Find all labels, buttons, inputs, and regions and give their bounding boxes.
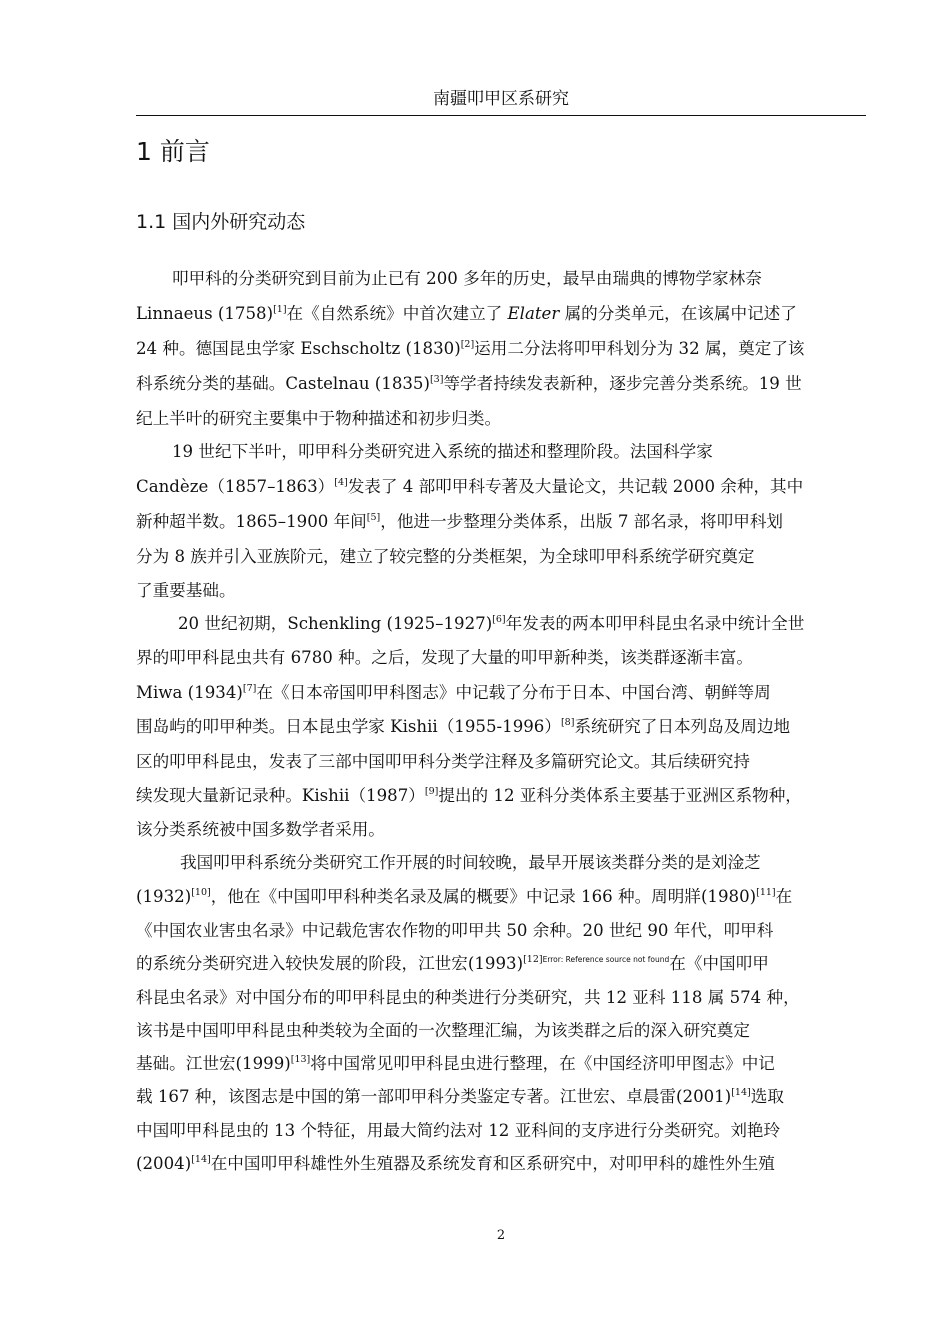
text-run: 提出的 12 亚科分类体系主要基于亚洲区系物种， [438, 786, 802, 805]
text-run: 系统研究了日本列岛及周边地 [574, 717, 791, 736]
citation-ref: [7] [242, 683, 257, 694]
text-run: 属的分类单元，在该属中记述了 [564, 304, 797, 323]
paragraph-2-line-2 [136, 473, 803, 501]
paragraph-1-line-1 [172, 265, 762, 293]
text-run: 我国叩甲科系统分类研究工作开展的时间较晚，最早开展该类群分类的是刘淦芝 [180, 853, 761, 872]
paragraph-3-line-1 [178, 610, 804, 638]
paragraph-3-line-3 [136, 679, 771, 707]
paragraph-4-line-4 [136, 950, 769, 978]
text-run: 在 [775, 887, 793, 906]
text-run: 发表了 4 部叩甲科专著及大量论文，共记载 2000 余种，其中 [347, 477, 804, 496]
paragraph-3-line-4 [136, 713, 790, 741]
citation-ref: [8] [560, 717, 575, 728]
text-run: (2004) [136, 1154, 192, 1173]
text-run: 围岛屿的叩甲种类。日本昆虫学家 Kishii（1955-1996） [136, 717, 561, 736]
paragraph-3-line-7 [136, 816, 385, 844]
paragraph-4-line-3 [136, 917, 773, 945]
citation-ref: [14] [731, 1087, 751, 1098]
citation-ref: [5] [366, 512, 381, 523]
citation-ref: [6] [492, 614, 506, 625]
text-run: 叩甲科的分类研究到目前为止已有 200 多年的历史，最早由瑞典的博物学家林奈 [172, 269, 762, 288]
text-run: 将中国常见叩甲科昆虫进行整理，在《中国经济叩甲图志》中记 [310, 1054, 775, 1073]
citation-ref: [3] [429, 374, 444, 385]
text-run: 该分类系统被中国多数学者采用。 [136, 820, 385, 839]
text-run: 在《自然系统》中首次建立了 [286, 304, 503, 323]
text-run: 在《中国叩甲 [669, 954, 769, 973]
text-run: 在中国叩甲科雄性外生殖器及系统发育和区系研究中，对叩甲科的雄性外生殖 [210, 1154, 775, 1173]
text-run: 选取 [750, 1087, 784, 1106]
paragraph-4-line-5 [136, 984, 800, 1012]
text-run: 续发现大量新记录种。Kishii（1987） [136, 786, 425, 805]
citation-ref: [1] [273, 304, 287, 315]
text-run: 该书是中国叩甲科昆虫种类较为全面的一次整理汇编，为该类群之后的深入研究奠定 [136, 1021, 750, 1040]
citation-ref: [10] [191, 887, 211, 898]
text-run: 新种超半数。1865–1900 年间 [136, 512, 367, 531]
paragraph-2-line-5 [136, 577, 236, 605]
text-run: 科系统分类的基础。Castelnau (1835) [136, 374, 430, 393]
text-run: 年发表的两本叩甲科昆虫名录中统计全世 [505, 614, 805, 633]
text-run: (1932) [136, 887, 192, 906]
citation-ref: [11] [756, 887, 776, 898]
citation-number: [12] [523, 954, 543, 965]
paragraph-1-line-5 [136, 405, 501, 433]
paragraph-4-line-9 [136, 1117, 780, 1145]
text-run: Miwa (1934) [136, 683, 243, 702]
citation-ref: [2] [460, 339, 475, 350]
text-run: 科昆虫名录》对中国分布的叩甲科昆虫的种类进行分类研究，共 12 亚科 118 属 574 种， [136, 988, 800, 1007]
text-run: 界的叩甲科昆虫共有 6780 种。之后，发现了大量的叩甲新种类，该类群逐渐丰富。 [136, 648, 753, 667]
paragraph-3-line-2 [136, 644, 753, 672]
text-run: 19 世纪下半叶，叩甲科分类研究进入系统的描述和整理阶段。法国科学家 [172, 442, 713, 461]
paragraph-4-line-8 [136, 1083, 784, 1111]
citation-ref: [9] [424, 786, 439, 797]
running-header: 南疆叩甲区系研究 [433, 89, 569, 109]
reference-error-text: Error: Reference source not found [542, 955, 670, 964]
paragraph-4-line-6 [136, 1017, 750, 1045]
text-run: 20 世纪初期，Schenkling (1925–1927) [178, 614, 493, 633]
text-run: 中国叩甲科昆虫的 13 个特征，用最大简约法对 12 亚科间的支序进行分类研究。刘艳玲 [136, 1121, 781, 1140]
paragraph-1-line-2 [136, 300, 797, 328]
text-run: 等学者持续发表新种，逐步完善分类系统。19 世 [443, 374, 802, 393]
text-run: 纪上半叶的研究主要集中于物种描述和初步归类。 [136, 409, 502, 428]
text-run: ，他进一步整理分类体系，出版 7 部名录，将叩甲科划 [380, 512, 784, 531]
paragraph-2-line-3 [136, 508, 783, 536]
text-run: ，他在《中国叩甲科种类名录及属的概要》中记录 166 种。周明牂(1980) [210, 887, 757, 906]
text-run: 区的叩甲科昆虫，发表了三部中国叩甲科分类学注释及多篇研究论文。其后续研究持 [136, 752, 750, 771]
text-run: 《中国农业害虫名录》中记载危害农作物的叩甲共 50 余种。20 世纪 90 年代，叩甲科 [136, 921, 774, 940]
citation-ref: [14] [191, 1154, 211, 1165]
paragraph-3-line-6 [136, 782, 802, 810]
citation-ref: [4] [334, 477, 348, 488]
paragraph-1-line-4 [136, 370, 802, 398]
paragraph-3-line-5 [136, 748, 750, 776]
citation-ref: [13] [290, 1054, 311, 1065]
text-run: 运用二分法将叩甲科划分为 32 属，奠定了该 [474, 339, 805, 358]
paragraph-2-line-4 [136, 543, 754, 571]
section-heading: 1.1 国内外研究动态 [136, 211, 306, 233]
paragraph-4-line-2 [136, 883, 792, 911]
paragraph-4-line-1 [180, 849, 761, 877]
text-run: 基础。江世宏(1999) [136, 1054, 291, 1073]
text-run: 了重要基础。 [136, 581, 236, 600]
paragraph-4-line-7 [136, 1050, 775, 1078]
header-rule [136, 115, 866, 116]
text-run: 载 167 种，该图志是中国的第一部叩甲科分类鉴定专著。江世宏、卓晨雷(2001) [136, 1087, 732, 1106]
paragraph-1-line-3 [136, 335, 805, 363]
text-run: Candèze（1857–1863） [136, 477, 335, 496]
text-run: 24 种。德国昆虫学家 Eschscholtz (1830) [136, 339, 461, 358]
text-run: 分为 8 族并引入亚族阶元，建立了较完整的分类框架，为全球叩甲科系统学研究奠定 [136, 547, 755, 566]
paragraph-4-line-10 [136, 1150, 775, 1178]
citation-ref [523, 954, 669, 965]
text-run: Linnaeus (1758) [136, 304, 274, 323]
text-run: 在《日本帝国叩甲科图志》中记载了分布于日本、中国台湾、朝鲜等周 [256, 683, 771, 702]
chapter-heading: 1 前言 [136, 137, 210, 166]
text-run: 的系统分类研究进入较快发展的阶段，江世宏(1993) [136, 954, 524, 973]
paragraph-2-line-1 [172, 438, 713, 466]
genus-name: Elater [507, 304, 560, 323]
page-number: 2 [496, 1228, 506, 1243]
